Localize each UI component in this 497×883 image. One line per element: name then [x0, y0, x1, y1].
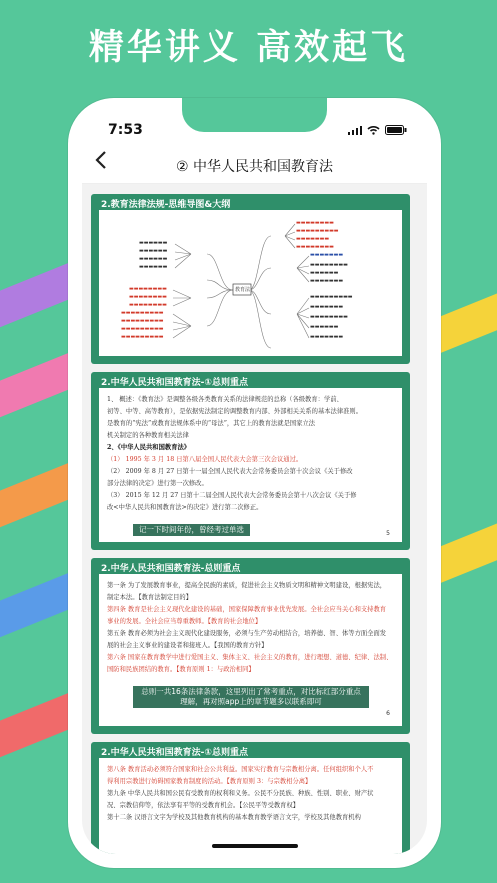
- mindmap-node: ▬▬▬▬▬▬▬▬: [129, 286, 167, 292]
- doc-line: 况、宗教信仰等，依法享有平等的受教育机会。【公民平等受教育权】: [107, 802, 300, 809]
- mindmap-node: ▬▬▬▬▬▬▬▬▬: [121, 334, 164, 340]
- mindmap-node: ▬▬▬▬▬▬▬▬▬: [121, 326, 164, 332]
- card-title: 2.中华人民共和国教育法-总则重点: [101, 564, 241, 574]
- doc-line: 部分法律的决定》进行第一次修改。: [107, 480, 208, 487]
- mindmap-node: ▬▬▬▬▬▬▬▬: [310, 314, 348, 320]
- mindmap-node: ▬▬▬▬▬▬▬: [310, 278, 344, 284]
- mindmap-node: ▬▬▬▬▬▬▬▬: [296, 244, 334, 250]
- doc-line-highlight: 国防和民族团结的教育。【教育原则 1：与政治相同】: [107, 666, 255, 673]
- battery-icon: [385, 125, 407, 135]
- doc-line: 第九条 中华人民共和国公民有受教育的权利和义务。公民不分民族、种族、性别、职业、财产状: [107, 790, 374, 797]
- signal-icon: [348, 126, 362, 135]
- mindmap-node: ▬▬▬▬▬▬▬: [310, 334, 344, 340]
- doc-line: 制定本法。【教育法制定目的】: [107, 594, 193, 601]
- doc-line: 第十二条 汉语言文字为学校及其他教育机构的基本教育教学语言文字，学校及其他教育机构: [107, 814, 361, 821]
- phone-frame: [68, 98, 441, 868]
- mindmap-node: ▬▬▬▬▬▬▬▬▬: [121, 310, 164, 316]
- doc-line: 初等、中等、高等教育），是依据宪法制定的调整教育内部、外部相关关系的基本法律准则。: [107, 408, 363, 415]
- mindmap-node: ▬▬▬▬▬▬▬▬▬: [296, 228, 339, 234]
- doc-line: 2、《中华人民共和国教育法》: [107, 444, 191, 451]
- mindmap-node: ▬▬▬▬▬▬: [139, 256, 168, 262]
- doc-line-highlight: （1） 1995 年 3 月 18 日第八届全国人民代表大会第三次会议通过。: [107, 456, 303, 463]
- promo-headline: 精华讲义 高效起飞: [88, 28, 409, 68]
- mindmap-node: ▬▬▬▬▬▬▬▬: [296, 220, 334, 226]
- doc-line: 机关制定的各种教育相关法律: [107, 432, 189, 439]
- card-page: [99, 758, 402, 854]
- mindmap-node: ▬▬▬▬▬▬: [139, 240, 168, 246]
- doc-line-highlight: 事业的发展。全社会应当尊重教师。【教育的社会地位】: [107, 618, 262, 625]
- card-page: [99, 574, 402, 726]
- card-title: 2.中华人民共和国教育法-①总则重点: [101, 748, 249, 758]
- mindmap-node: ▬▬▬▬▬▬▬▬: [129, 294, 167, 300]
- status-time: 7:53: [108, 122, 143, 138]
- wifi-icon: [367, 125, 380, 135]
- mindmap-center-node: 教育法: [235, 287, 251, 293]
- card-caption: 记一下时间年份，曾经考过单选: [133, 524, 250, 536]
- handout-list[interactable]: [82, 184, 427, 854]
- doc-line: 1、 概述：《教育法》是调整各级各类教育关系的法律规范的总称（各级教育：学前、: [107, 396, 343, 403]
- mindmap-node: ▬▬▬▬▬▬: [139, 248, 168, 254]
- status-icons: [348, 125, 407, 135]
- page-number: 5: [386, 530, 390, 537]
- home-indicator[interactable]: [212, 844, 298, 848]
- handout-card[interactable]: [91, 742, 410, 854]
- mindmap-node: ▬▬▬▬▬▬▬: [310, 304, 344, 310]
- doc-line: 是教育的“宪法”或教育法规体系中的“母法”，其它上的教育法就是国家立法: [107, 420, 316, 427]
- doc-line: 第五条 教育必须为社会主义现代化建设服务，必须与生产劳动相结合，培养德、智、体等方面全面发: [107, 630, 387, 637]
- handout-card[interactable]: [91, 558, 410, 734]
- mindmap-node: ▬▬▬▬▬▬▬▬▬: [121, 318, 164, 324]
- card-caption: 总则一共16条法律条款，这里列出了常考重点，对比标红部分重点理解，再对照app上的章节题多以联系即可: [133, 686, 369, 708]
- mindmap-node: ▬▬▬▬▬▬: [310, 270, 339, 276]
- mindmap-node: ▬▬▬▬▬▬▬▬: [129, 302, 167, 308]
- mindmap-node: ▬▬▬▬▬▬▬: [310, 252, 344, 258]
- mindmap-node: ▬▬▬▬▬▬▬▬: [310, 262, 348, 268]
- mindmap-image: [99, 210, 402, 356]
- mindmap-node: ▬▬▬▬▬▬: [310, 324, 339, 330]
- mindmap-node: ▬▬▬▬▬▬▬▬▬: [310, 294, 353, 300]
- doc-line-highlight: 第六条 国家在教育教学中进行爱国主义、集体主义、社会主义的教育，进行理想、道德、纪律、法制、: [107, 654, 393, 661]
- mindmap-node: ▬▬▬▬▬▬▬: [296, 236, 330, 242]
- doc-line-highlight: 第四条 教育是社会主义现代化建设的基础，国家保障教育事业优先发展。全社会应当关心和支持教育: [107, 606, 387, 613]
- page-title: ② 中华人民共和国教育法: [175, 159, 333, 175]
- card-page: [99, 388, 402, 542]
- doc-line-highlight: 第八条 教育活动必须符合国家和社会公共利益。国家实行教育与宗教相分离。任何组织和个人不: [107, 766, 374, 773]
- mindmap-node: ▬▬▬▬▬▬: [139, 264, 168, 270]
- handout-card[interactable]: [91, 194, 410, 364]
- phone-notch: [182, 98, 327, 132]
- phone-screen: [82, 112, 427, 854]
- doc-line-highlight: 得利用宗教进行妨碍国家教育制度的活动。【教育原则 3：与宗教相分离】: [107, 778, 312, 785]
- card-title: 2.教育法律法规-思维导图&大纲: [101, 200, 231, 210]
- doc-line: （2） 2009 年 8 月 27 日第十一届全国人民代表大会常务委员会第十次会议《关于修改: [107, 468, 353, 475]
- doc-line: 展的社会主义事业的建设者和接班人。【我国的教育方针】: [107, 642, 268, 649]
- handout-card[interactable]: [91, 372, 410, 550]
- card-title: 2.中华人民共和国教育法-①总则重点: [101, 378, 249, 388]
- nav-bar: [82, 148, 427, 184]
- doc-line: （3） 2015 年 12 月 27 日第十二届全国人民代表大会常务委员会第十八次会议《关于修: [107, 492, 357, 499]
- page-number: 6: [386, 710, 390, 717]
- doc-line: 改<中华人民共和国教育法>的决定》进行第二次修正。: [107, 504, 263, 511]
- doc-line: 第一条 为了发展教育事业，提高全民族的素质，促进社会主义物质文明和精神文明建设，根据宪法，: [107, 582, 387, 589]
